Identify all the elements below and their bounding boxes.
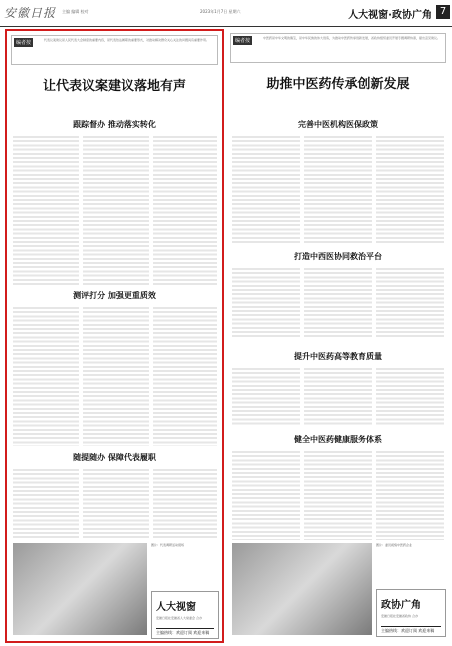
body-text-column (304, 367, 372, 427)
article-photo (13, 543, 147, 635)
article-headline: 助推中医药传承创新发展 (266, 77, 410, 92)
body-text-column (304, 135, 372, 245)
body-text-column (232, 367, 300, 427)
section-bar (267, 4, 452, 20)
column-ad-sub: 安徽日报社安徽省人大常委会 合办 (156, 616, 202, 620)
body-text-column (376, 267, 444, 337)
section-subhead: 健全中医药健康服务体系 (294, 434, 382, 444)
body-text-column (376, 135, 444, 245)
photo-caption: 图片：代表调研活动现场 (151, 543, 185, 547)
body-text-column (376, 450, 444, 540)
editor-note (230, 33, 446, 63)
body-text-column (232, 267, 300, 337)
body-text-column (376, 367, 444, 427)
body-text-column (232, 135, 300, 245)
column-ad (151, 591, 219, 639)
column-ad (376, 589, 446, 637)
editor-note-text: 代表议案建议是人民代表大会制度的重要内容，是代表依法履职的重要形式，对推动解决群众关心关注的问题具有重要作用。 (44, 38, 210, 42)
page-number: 7 (436, 5, 450, 19)
body-text-column (153, 306, 217, 446)
body-text-column (232, 450, 300, 540)
section-subhead: 打造中西医协同救治平台 (294, 251, 382, 261)
body-text-column (153, 468, 217, 538)
section-subhead: 完善中医机构医保政策 (298, 119, 378, 129)
editor-note (11, 35, 218, 65)
section-subhead: 提升中医药高等教育质量 (294, 351, 382, 361)
section-subhead: 随提随办 保障代表履职 (73, 452, 156, 462)
right-article[interactable] (228, 29, 448, 643)
column-ad-title: 政协广角 (381, 600, 421, 611)
body-text-column (13, 306, 79, 446)
section-title: 人大视窗·政协广角 (348, 10, 432, 21)
section-subhead: 跟踪督办 推动落实转化 (73, 119, 156, 129)
body-text-column (13, 135, 79, 285)
column-ad-sub: 安徽日报社安徽省政协 合办 (381, 614, 418, 618)
body-text-column (304, 450, 372, 540)
body-text-column (304, 267, 372, 337)
column-ad-title: 人大视窗 (156, 602, 196, 613)
page-header (0, 0, 452, 27)
newspaper-logo: 安徽日报 (4, 6, 57, 20)
section-subhead: 测评打分 加强更重质效 (73, 290, 156, 300)
editor-note-tag: 编者按 (235, 38, 251, 44)
body-text-column (83, 306, 149, 446)
body-text-column (83, 135, 149, 285)
body-text-column (13, 468, 79, 538)
article-headline: 让代表议案建议落地有声 (42, 79, 186, 94)
column-ad-footer: 主编热线：欢迎订阅 欢迎来稿 (381, 626, 441, 634)
issue-date: 2023年1月7日 星期六 (200, 9, 241, 14)
photo-caption: 图片：委员视察中医药企业 (376, 543, 413, 547)
body-text-column (83, 468, 149, 538)
editor-note-tag: 编者按 (16, 40, 32, 46)
left-article[interactable] (5, 29, 224, 643)
editor-note-text: 中医药是中华文明的瑰宝，是中华民族的伟大创造，为推动中医药传承创新发展，省政协组织委员开展专题调研协商，提出意见建议。 (263, 36, 441, 40)
body-text-column (153, 135, 217, 285)
editor-credits: 主编 编辑 校对 (62, 9, 89, 14)
column-ad-footer: 主编热线：欢迎订阅 欢迎来稿 (156, 628, 214, 636)
article-photo (232, 543, 372, 635)
